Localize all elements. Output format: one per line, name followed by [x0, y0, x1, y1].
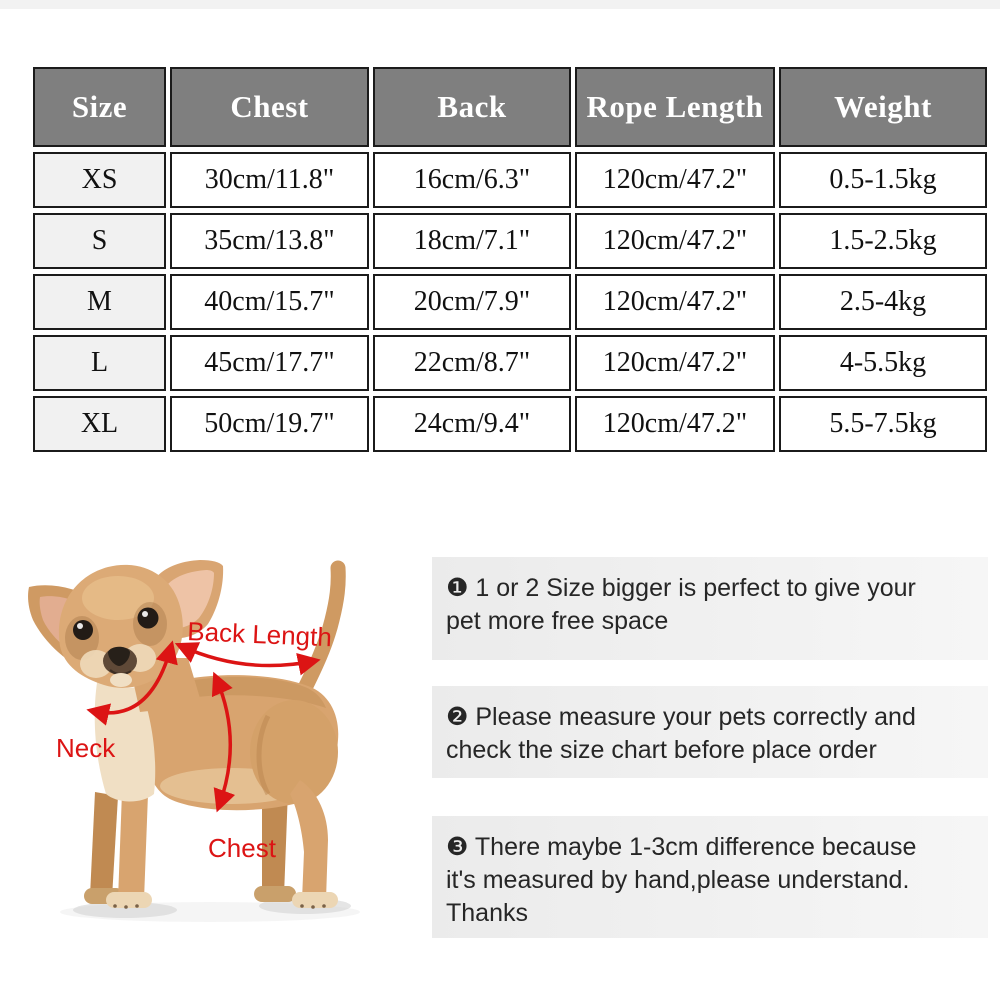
dog-eye-right — [138, 608, 159, 629]
table-row — [33, 396, 987, 452]
table-cell: 2.5-4kg — [779, 274, 987, 330]
col-header-rope-length: Rope Length — [575, 67, 775, 147]
back-length-label: Back Length — [186, 616, 333, 653]
dog-near-rear-paw — [292, 892, 338, 908]
note-line: check the size chart before place order — [446, 736, 877, 764]
table-cell: 16cm/6.3" — [373, 152, 571, 208]
chest-label: Chest — [208, 833, 276, 863]
table-row — [33, 213, 987, 269]
note-line: ❶ 1 or 2 Size bigger is perfect to give your — [446, 574, 916, 602]
table-cell: 35cm/13.8" — [170, 213, 369, 269]
dog-near-front-leg — [118, 792, 148, 900]
col-header-size: Size — [33, 67, 166, 147]
table-cell: S — [33, 213, 166, 269]
dog-eye-left — [73, 620, 93, 640]
table-cell: XL — [33, 396, 166, 452]
table-cell: 4-5.5kg — [779, 335, 987, 391]
note-line: ❸ There maybe 1-3cm difference because — [446, 833, 917, 861]
note-1 — [432, 557, 988, 660]
note-line: it's measured by hand,please understand. — [446, 866, 910, 894]
dog-near-rear-leg — [290, 780, 328, 900]
note-line: Thanks — [446, 899, 528, 927]
table-cell: 40cm/15.7" — [170, 274, 369, 330]
col-header-weight: Weight — [779, 67, 987, 147]
neck-label: Neck — [56, 733, 116, 763]
dog-eye-right-highlight — [142, 611, 148, 617]
table-cell: 22cm/8.7" — [373, 335, 571, 391]
table-cell: L — [33, 335, 166, 391]
col-header-chest: Chest — [170, 67, 369, 147]
note-line: ❷ Please measure your pets correctly and — [446, 703, 916, 731]
dog-far-front-leg — [90, 792, 118, 898]
table-cell: 24cm/9.4" — [373, 396, 571, 452]
table-cell: 50cm/19.7" — [170, 396, 369, 452]
dog-near-front-paw — [106, 892, 152, 908]
table-cell: 18cm/7.1" — [373, 213, 571, 269]
table-cell: XS — [33, 152, 166, 208]
table-cell: M — [33, 274, 166, 330]
table-row — [33, 152, 987, 208]
table-header-row — [33, 67, 987, 147]
dog-measurement-diagram — [0, 540, 440, 970]
table-cell: 120cm/47.2" — [575, 335, 775, 391]
table-cell: 1.5-2.5kg — [779, 213, 987, 269]
table-cell: 120cm/47.2" — [575, 396, 775, 452]
note-line: pet more free space — [446, 607, 669, 635]
dog-far-rear-paw — [254, 886, 296, 902]
table-cell: 45cm/17.7" — [170, 335, 369, 391]
dog-eye-left-highlight — [77, 623, 83, 629]
table-row — [33, 274, 987, 330]
table-cell: 0.5-1.5kg — [779, 152, 987, 208]
size-table — [29, 62, 991, 457]
note-3 — [432, 816, 988, 938]
table-cell: 5.5-7.5kg — [779, 396, 987, 452]
table-row — [33, 335, 987, 391]
note-2 — [432, 686, 988, 778]
table-cell: 120cm/47.2" — [575, 274, 775, 330]
col-header-back: Back — [373, 67, 571, 147]
table-cell: 120cm/47.2" — [575, 152, 775, 208]
table-cell: 30cm/11.8" — [170, 152, 369, 208]
dog-chin — [110, 673, 132, 687]
table-cell: 20cm/7.9" — [373, 274, 571, 330]
top-edge-strip — [0, 0, 1000, 9]
table-cell: 120cm/47.2" — [575, 213, 775, 269]
